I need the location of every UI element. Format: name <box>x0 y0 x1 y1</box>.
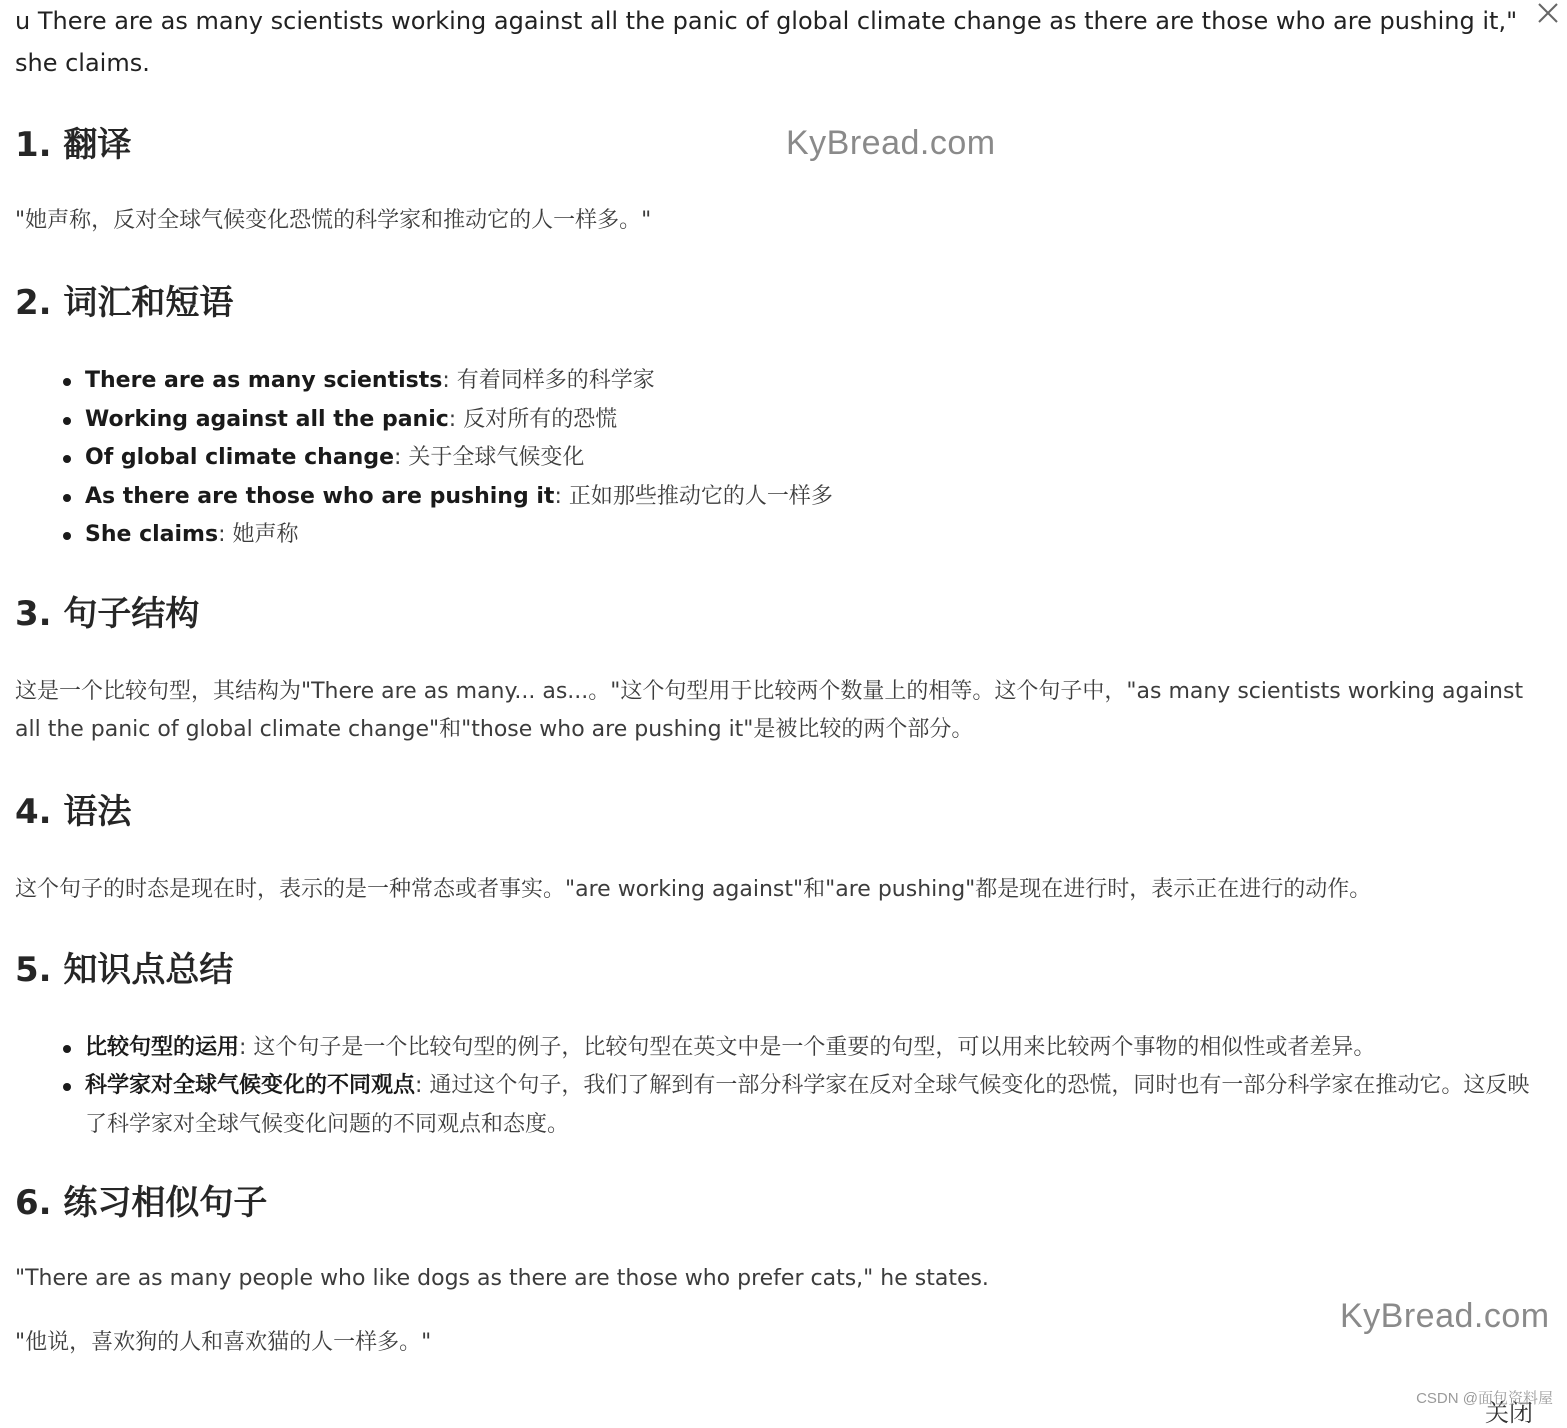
vocab-term: Working against all the panic <box>85 406 449 432</box>
heading-practice: 6. 练习相似句子 <box>15 1183 268 1223</box>
footer-credit: CSDN @面包资料屋 <box>1416 1390 1553 1407</box>
vocab-meaning: : 正如那些推动它的人一样多 <box>554 483 833 509</box>
list-item <box>85 439 1550 478</box>
structure-text: 这是一个比较句型，其结构为"There are as many... as...。"这个句型用于比较两个数量上的相等。这个句子中，"as many scientists working against all the panic of global climate change"和"those who are pushing it"是被比较的两个部分。 <box>15 678 1524 742</box>
list-item <box>85 1029 1550 1068</box>
source-sentence: u There are as many scientists working against all the panic of global climate change as there are those who are pushing it," she claims. <box>15 7 1518 77</box>
heading-grammar: 4. 语法 <box>15 791 132 832</box>
article-content <box>15 0 1550 1362</box>
list-item <box>85 401 1550 440</box>
summary-term: 比较句型的运用 <box>85 1034 240 1060</box>
watermark-bottom: KyBread.com <box>1340 1297 1550 1335</box>
watermark-top: KyBread.com <box>786 124 996 162</box>
summary-term: 科学家对全球气候变化的不同观点 <box>85 1073 416 1098</box>
vocab-meaning: : 关于全球气候变化 <box>394 445 585 470</box>
list-item <box>85 362 1550 401</box>
vocab-term: She claims <box>85 522 219 547</box>
vocab-meaning: : 反对所有的恐慌 <box>448 406 618 432</box>
heading-summary: 5. 知识点总结 <box>15 949 234 990</box>
close-button[interactable]: 关闭 <box>1485 1399 1533 1427</box>
practice-english: "There are as many people who like dogs as there are those who prefer cats," he states. <box>15 1266 989 1291</box>
vocab-meaning: : 有着同样多的科学家 <box>442 368 655 393</box>
list-item <box>85 478 1550 517</box>
practice-chinese: "他说，喜欢狗的人和喜欢猫的人一样多。" <box>15 1330 432 1355</box>
vocab-term: As there are those who are pushing it <box>85 483 555 509</box>
summary-meaning: : 这个句子是一个比较句型的例子，比较句型在英文中是一个重要的句型，可以用来比较两个事物的相似性或者差异。 <box>239 1034 1376 1060</box>
translation-text: "她声称，反对全球气候变化恐慌的科学家和推动它的人一样多。" <box>15 208 652 233</box>
close-icon[interactable] <box>1535 0 1561 26</box>
vocab-meaning: : 她声称 <box>218 522 299 547</box>
summary-list <box>15 1029 1550 1145</box>
list-item <box>85 516 1550 555</box>
vocab-list <box>15 362 1550 555</box>
summary-meaning: : 通过这个句子，我们了解到有一部分科学家在反对全球气候变化的恐慌，同时也有一部分科学家在推动它。这反映了科学家对全球气候变化问题的不同观点和态度。 <box>85 1073 1530 1137</box>
grammar-text: 这个句子的时态是现在时，表示的是一种常态或者事实。"are working against"和"are pushing"都是现在进行时，表示正在进行的动作。 <box>15 876 1372 902</box>
list-item <box>85 1067 1550 1144</box>
heading-structure: 3. 句子结构 <box>15 593 200 634</box>
vocab-term: There are as many scientists <box>85 368 443 393</box>
heading-vocab: 2. 词汇和短语 <box>15 283 234 323</box>
vocab-term: Of global climate change <box>85 445 394 470</box>
heading-translation: 1. 翻译 <box>15 125 132 165</box>
